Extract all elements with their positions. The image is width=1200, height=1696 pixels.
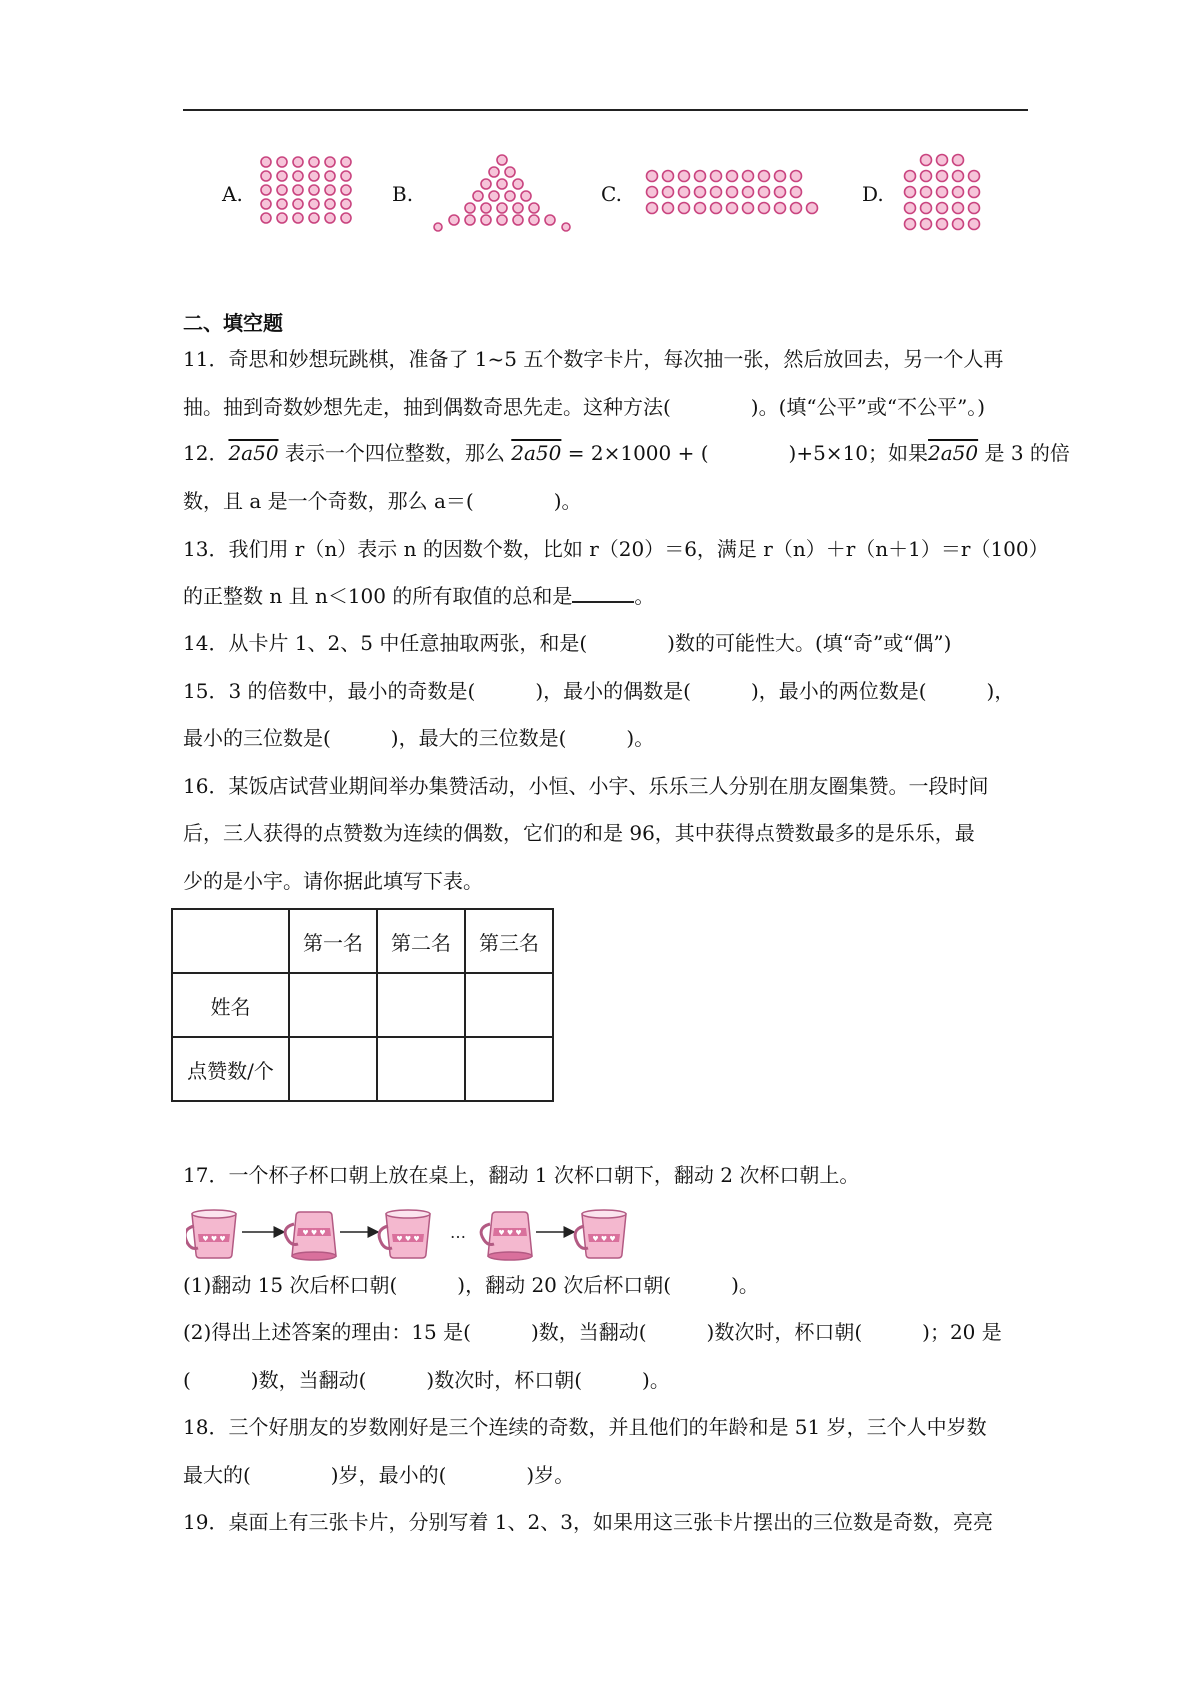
- table-cell: [377, 973, 465, 1037]
- score-table: [171, 908, 554, 1102]
- table-header-cell: 第三名: [465, 909, 553, 973]
- table-row-label: 姓名: [172, 973, 289, 1037]
- table-header-cell: 第二名: [377, 909, 465, 973]
- cup-flip-illustration: [186, 1204, 636, 1264]
- table-cell: [377, 1037, 465, 1101]
- option-c-label: C.: [601, 182, 622, 206]
- q15-line2: 最小的三位数是( )，最大的三位数是( )。: [183, 726, 655, 750]
- q15-line1: 15．3 的倍数中，最小的奇数是( )，最小的偶数是( )，最小的两位数是( )，: [183, 679, 1015, 703]
- table-cell: [465, 1037, 553, 1101]
- table-header-cell: 第一名: [289, 909, 377, 973]
- table-header-cell: [172, 909, 289, 973]
- cup-up-icon: [186, 1210, 236, 1258]
- cup-up-icon: [575, 1210, 626, 1258]
- q16-line3: 少的是小宇。请你据此填写下表。: [183, 869, 483, 893]
- option-a-dot-figure: [258, 155, 358, 235]
- q12-line1: [183, 440, 1070, 466]
- q17-sub1: (1)翻动 15 次后杯口朝( )，翻动 20 次后杯口朝( )。: [183, 1273, 759, 1297]
- q13-line2-text: 的正整数 n 且 n＜100 的所有取值的总和是: [183, 584, 573, 608]
- table-cell: [289, 973, 377, 1037]
- q17-sub2-line1: (2)得出上述答案的理由：15 是( )数，当翻动( )数次时，杯口朝( )；20 是: [183, 1320, 1002, 1344]
- q17-sub2-line2: ( )数，当翻动( )数次时，杯口朝( )。: [183, 1368, 670, 1392]
- ellipsis-text: …: [450, 1223, 466, 1242]
- q17-line1: 17．一个杯子杯口朝上放在桌上，翻动 1 次杯口朝下，翻动 2 次杯口朝上。: [183, 1163, 860, 1187]
- q12-overline-number: 2a50: [511, 441, 562, 465]
- q14-line1: 14．从卡片 1、2、5 中任意抽取两张，和是( )数的可能性大。(填“奇”或“偶”): [183, 631, 952, 655]
- table-cell: [465, 973, 553, 1037]
- q16-line2: 后，三人获得的点赞数为连续的偶数，它们的和是 96，其中获得点赞数最多的是乐乐，最: [183, 821, 975, 845]
- option-b-label: B.: [392, 182, 414, 206]
- option-b-dot-figure: [432, 153, 572, 233]
- q18-line1: 18．三个好朋友的岁数刚好是三个连续的奇数，并且他们的年龄和是 51 岁，三个人中岁数: [183, 1415, 987, 1439]
- q13-line2: [183, 583, 654, 609]
- q11-line1: 11．奇思和妙想玩跳棋，准备了 1~5 五个数字卡片，每次抽一张，然后放回去，另一个人再: [183, 347, 1004, 371]
- option-c-dot-figure: [644, 168, 824, 218]
- q13-line2-end: 。: [634, 584, 655, 608]
- cup-down-icon: [285, 1212, 336, 1260]
- q19-line1: 19．桌面上有三张卡片，分别写着 1、2、3，如果用这三张卡片摆出的三位数是奇数，亮亮: [183, 1510, 993, 1534]
- section-title: 二、填空题: [183, 311, 283, 335]
- option-a-label: A.: [222, 182, 243, 206]
- q12-line2: 数，且 a 是一个奇数，那么 a＝( )。: [183, 489, 582, 513]
- q12-overline-number: 2a50: [928, 441, 979, 465]
- table-row: [172, 973, 553, 1037]
- q18-line2: 最大的( )岁，最小的( )岁。: [183, 1463, 575, 1487]
- q12-number: 12．: [183, 441, 229, 465]
- q12-text-c: 是 3 的倍: [984, 441, 1070, 465]
- table-cell: [289, 1037, 377, 1101]
- q12-text-a: 表示一个四位整数，那么: [284, 441, 505, 465]
- q13-answer-blank: [572, 583, 634, 603]
- q16-line1: 16．某饭店试营业期间举办集赞活动，小恒、小宇、乐乐三人分别在朋友圈集赞。一段时间: [183, 774, 989, 798]
- option-d-label: D.: [862, 182, 884, 206]
- option-d-dot-figure: [900, 152, 984, 236]
- table-row-label: 点赞数/个: [172, 1037, 289, 1101]
- q12-overline-number: 2a50: [228, 441, 279, 465]
- table-header-row: [172, 909, 553, 973]
- q12-text-b: = 2×1000 + ( )+5×10；如果: [567, 441, 929, 465]
- q13-line1: 13．我们用 r（n）表示 n 的因数个数，比如 r（20）＝6，满足 r（n）＋r（n＋1）＝r（100）: [183, 537, 1049, 561]
- q11-line2: 抽。抽到奇数妙想先走，抽到偶数奇思先走。这种方法( )。(填“公平”或“不公平”。): [183, 395, 986, 419]
- cup-up-icon: [379, 1210, 430, 1258]
- table-row: [172, 1037, 553, 1101]
- top-rule: [183, 109, 1028, 111]
- cup-down-icon: [481, 1212, 532, 1260]
